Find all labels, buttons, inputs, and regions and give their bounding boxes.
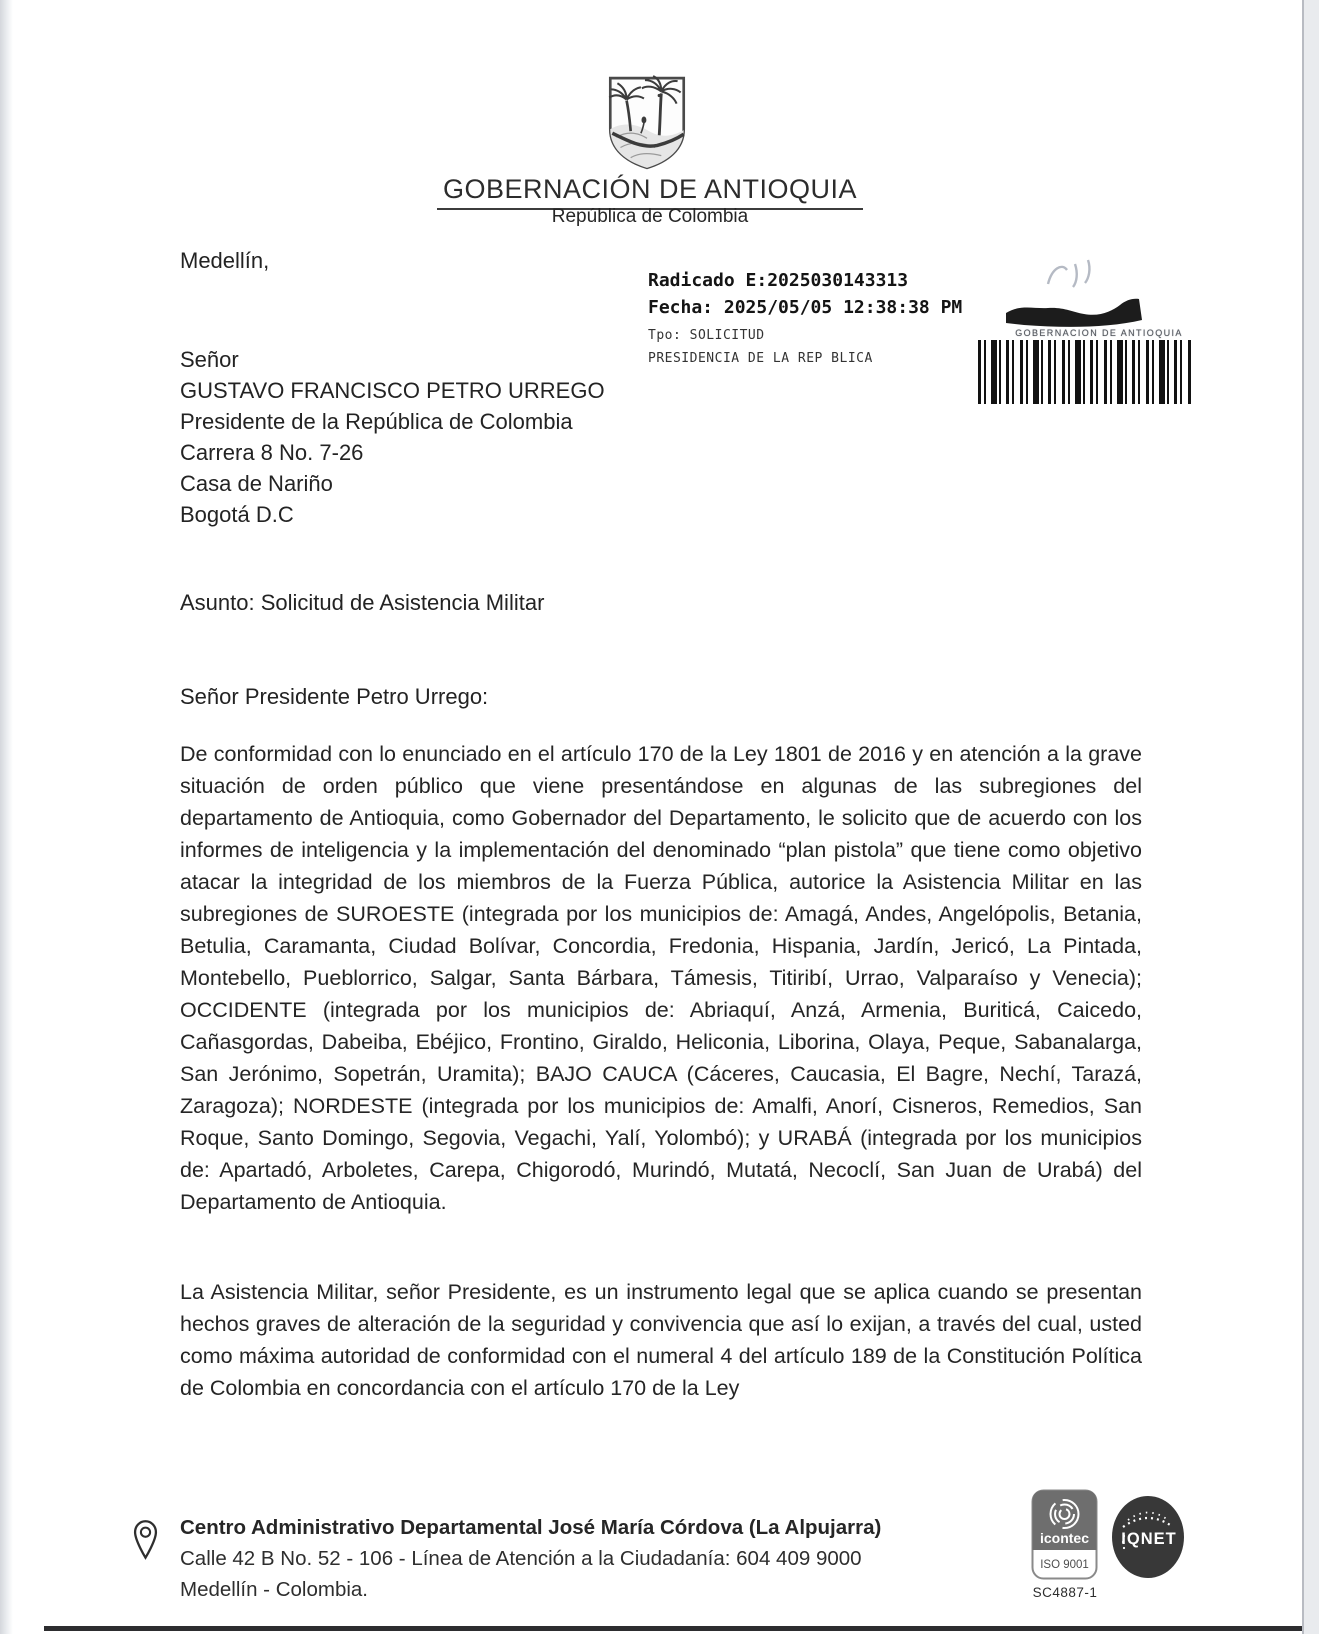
recipient-address: Carrera 8 No. 7-26 [180, 440, 364, 465]
radicado-destination: PRESIDENCIA DE LA REP BLICA [648, 351, 873, 366]
radicado-date: Fecha: 2025/05/05 12:38:38 PM [648, 297, 963, 318]
org-subtitle: República de Colombia [551, 206, 749, 227]
recipient-block [180, 344, 605, 530]
barcode-label: GOBERNACION DE ANTIOQUIA [1015, 328, 1183, 338]
body-paragraph-2: La Asistencia Militar, señor Presidente, es un instrumento legal que se aplica cuando se presentan hechos graves de alteración de la seguridad y convivencia que así lo exijan, a través del cual, usted como máxima autoridad de conformidad con el numeral 4 del artículo 189 de la Constitución Política de Colombia en concordancia con el artículo 170 de la Ley [180, 1280, 1142, 1400]
recipient-building: Casa de Nariño [180, 471, 333, 496]
antioquia-coat-of-arms-icon [593, 72, 701, 174]
svg-text:IQNET: IQNET [1121, 1530, 1177, 1548]
certification-code: SC4887-1 [1032, 1585, 1098, 1600]
recipient-title: Presidente de la República de Colombia [180, 409, 573, 434]
recipient-salutation: Señor [180, 347, 239, 372]
barcode [978, 340, 1192, 404]
city-line: Medellín, [180, 248, 270, 273]
radicado-type: Tpo: SOLICITUD [648, 328, 765, 343]
filing-stamp [648, 270, 962, 366]
body-paragraph-1: De conformidad con lo enunciado en el artículo 170 de la Ley 1801 de 2016 y en atención a la grave situación de orden público que viene presentándose en algunas de las subregiones del departamento de Antioquia, como Gobernador del Departamento, le solicito que de acuerdo con los informes de inteligencia y la implementación del denominado “plan pistola” que tiene como objetivo atacar la integridad de los miembros de la Fuerza Pública, autorice la Asistencia Militar en las subregiones de SUROESTE (integrada por los municipios de: Amagá, Andes, Angelópolis, Betania, Betulia, Caramanta, Ciudad Bolívar, Concordia, Fredonia, Hispania, Jardín, Jericó, La Pintada, Montebello, Pueblorrico, Salgar, Santa Bárbara, Támesis, Titiribí, Urrao, Valparaíso y Venecia); OCCIDENTE (integrada por los municipios de: Abriaquí, Anzá, Armenia, Buriticá, Caicedo, Cañasgordas, Dabeiba, Ebéjico, Frontino, Giraldo, Heliconia, Liborina, Olaya, Peque, Sabanalarga, San Jerónimo, Sopetrán, Uramita); BAJO CAUCA (Cáceres, Caucasia, El Bagre, Nechí, Tarazá, Zaragoza); NORDESTE (integrada por los municipios de: Amalfi, Anorí, Cisneros, Remedios, San Roque, Santo Domingo, Segovia, Vegachi, Yalí, Yolombó); y URABÁ (integrada por los municipios de: Apartadó, Arboletes, Carepa, Chigorodó, Murindó, Mutatá, Necoclí, San Juan de Urabá) del Departamento de Antioquia. [180, 742, 1142, 1214]
recipient-name: GUSTAVO FRANCISCO PETRO URREGO [180, 378, 605, 403]
scan-edge-bottom [44, 1626, 1302, 1631]
salutation-line: Señor Presidente Petro Urrego: [180, 684, 489, 709]
radicado-number: Radicado E:2025030143313 [648, 270, 909, 291]
footer-center-name: Centro Administrativo Departamental José María Córdova (La Alpujarra) [180, 1516, 882, 1539]
scan-edge-left [0, 0, 13, 1634]
footer-address-block [180, 1512, 1010, 1605]
iqnet-badge-icon [1112, 1496, 1184, 1578]
scan-edge-right [1304, 0, 1319, 1634]
icontec-badge-icon [1031, 1489, 1098, 1580]
svg-text:icontec: icontec [1039, 1530, 1090, 1546]
location-pin-icon [133, 1518, 158, 1562]
svg-text:ISO 9001: ISO 9001 [1040, 1559, 1089, 1571]
org-title: GOBERNACIÓN DE ANTIOQUIA [330, 174, 970, 210]
handwritten-scribble [1038, 250, 1102, 302]
footer-street-phone: Calle 42 B No. 52 - 106 - Línea de Atención a la Ciudadanía: 604 409 9000 [180, 1547, 862, 1570]
recipient-city: Bogotá D.C [180, 502, 294, 527]
footer-city-country: Medellín - Colombia. [180, 1578, 368, 1601]
subject-line: Asunto: Solicitud de Asistencia Militar [180, 590, 545, 615]
